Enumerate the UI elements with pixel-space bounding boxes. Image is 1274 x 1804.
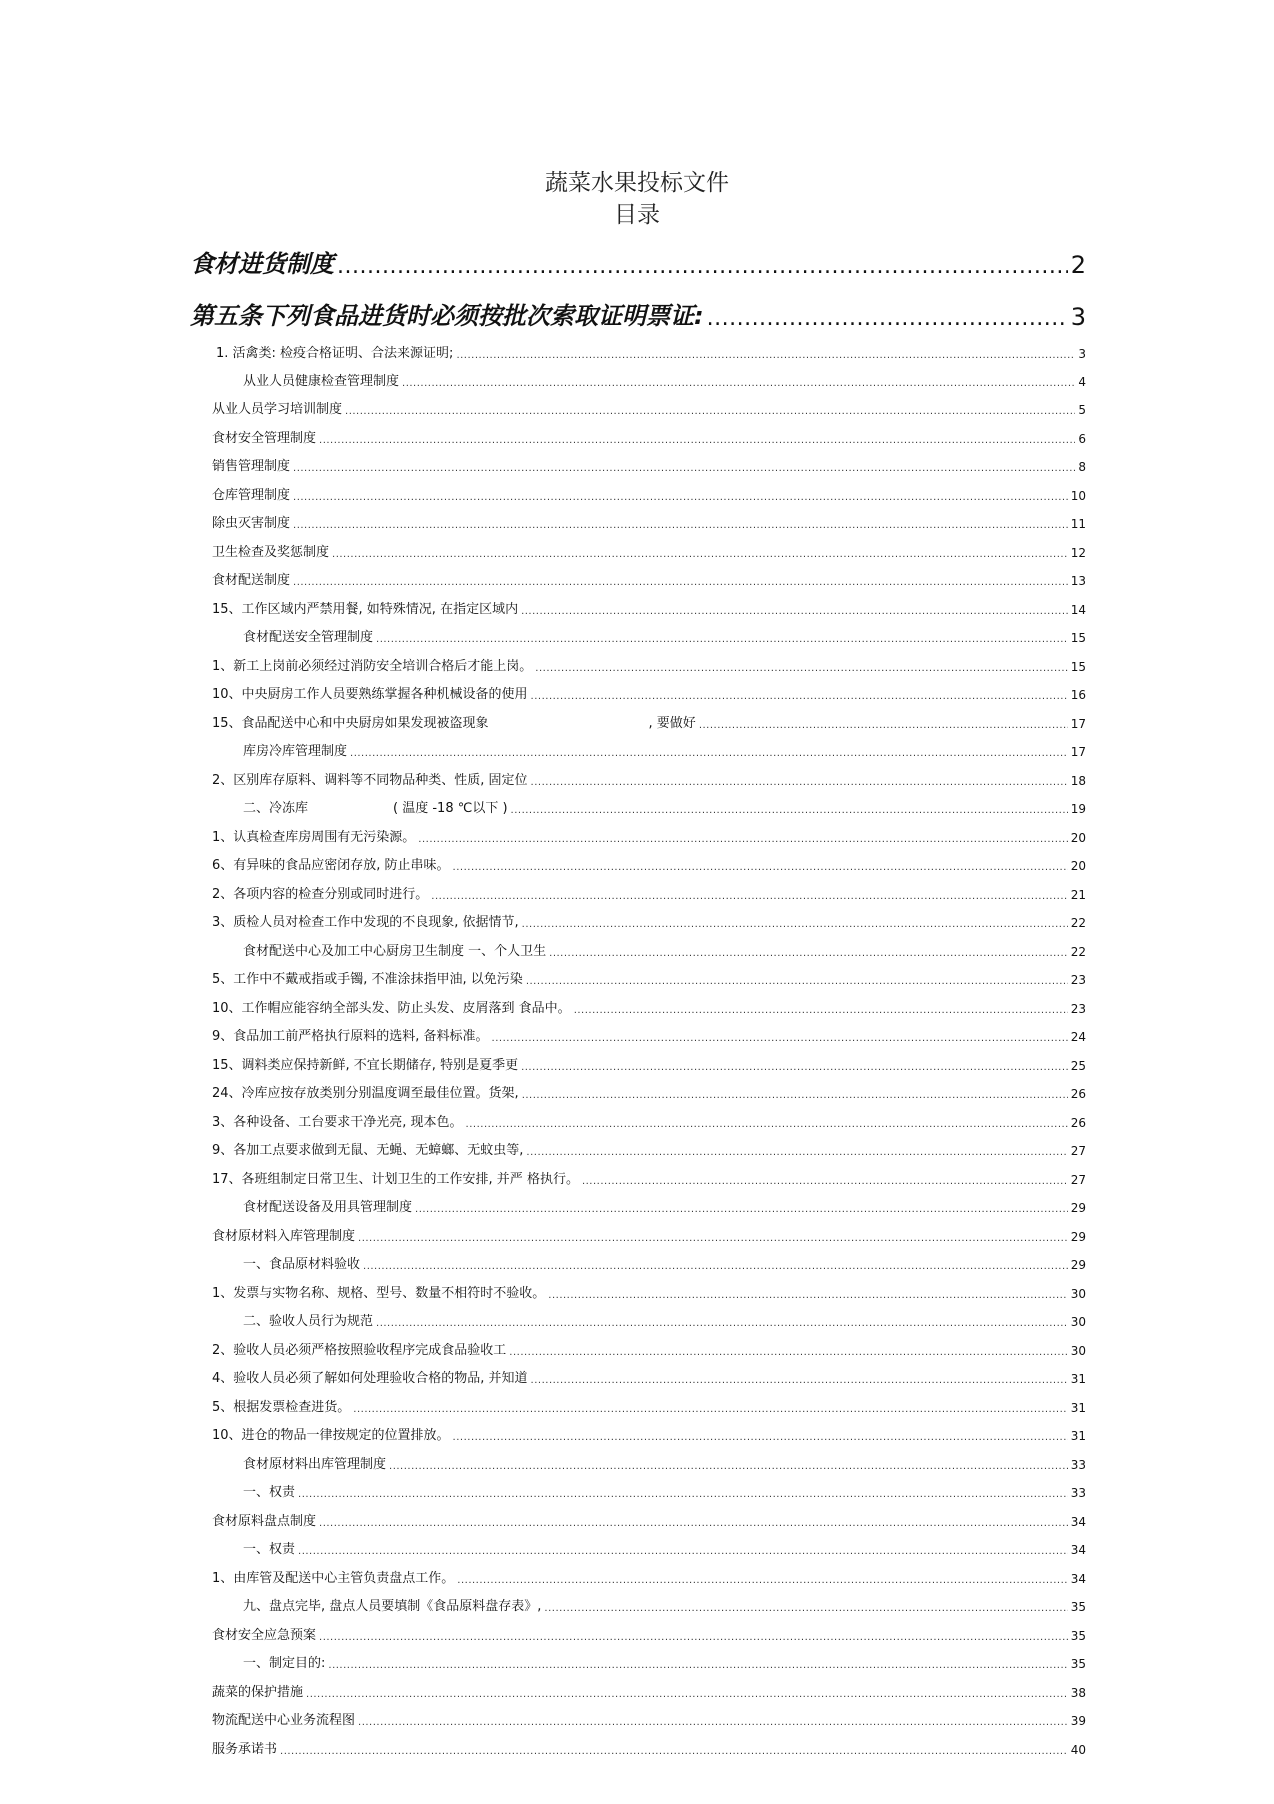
- toc-entry[interactable]: [212, 1738, 1086, 1757]
- toc-entry[interactable]: [212, 1025, 1086, 1044]
- toc-entry[interactable]: [212, 1225, 1086, 1244]
- dot-leader: [526, 976, 1068, 987]
- toc-entry[interactable]: [212, 854, 1086, 873]
- toc-entry[interactable]: [212, 1139, 1086, 1158]
- toc-entry-page-number: 29: [1070, 1258, 1086, 1272]
- toc-heading: 目录: [614, 202, 660, 228]
- dot-leader: [521, 606, 1068, 617]
- toc-entry-page-number: 30: [1070, 1344, 1086, 1358]
- toc-entry-page-number: 20: [1070, 831, 1086, 845]
- toc-entry-label: 3、质检人员对检查工作中发现的不良现象, 依据情节,: [212, 915, 519, 930]
- toc-entry-label: 1、认真检查库房周围有无污染源。: [212, 830, 416, 845]
- dot-leader: [453, 1432, 1068, 1443]
- toc-entry[interactable]: [212, 1624, 1086, 1643]
- toc-entry-label-tail: ( 温度 -18 ℃以下 ): [393, 801, 508, 816]
- toc-entry[interactable]: [212, 512, 1086, 531]
- toc-entry-page-number: 23: [1070, 1002, 1086, 1016]
- toc-entry-page-number: 27: [1070, 1144, 1086, 1158]
- toc-entry-page-number: 33: [1070, 1458, 1086, 1472]
- toc-entry[interactable]: [212, 883, 1086, 902]
- dot-leader: [350, 748, 1068, 759]
- toc-entry-page-number: 30: [1070, 1315, 1086, 1329]
- dot-leader: [298, 1546, 1068, 1557]
- toc-entry[interactable]: [212, 484, 1086, 503]
- toc-entry-label: 食材配送安全管理制度: [243, 630, 374, 645]
- toc-entry-page-number: 31: [1070, 1372, 1086, 1386]
- toc-entry-label: 1、新工上岗前必须经过消防安全培训合格后才能上岗。: [212, 659, 533, 674]
- toc-entry-page-number: 11: [1070, 517, 1086, 531]
- toc-entry-label: 仓库管理制度: [212, 488, 291, 503]
- toc-entry-label: 4、验收人员必须了解如何处理验收合格的物品, 并知道: [212, 1371, 528, 1386]
- dot-leader: [544, 1603, 1067, 1614]
- toc-entry-page-number: 29: [1070, 1230, 1086, 1244]
- toc-entry[interactable]: [190, 247, 1086, 279]
- toc-entry-page-number: 26: [1070, 1116, 1086, 1130]
- toc-entry[interactable]: [212, 1054, 1086, 1073]
- toc-entry-page-number: 30: [1070, 1287, 1086, 1301]
- toc-entry[interactable]: [212, 1510, 1086, 1529]
- dot-leader: [531, 777, 1068, 788]
- toc-entry-label: 2、区别库存原料、调料等不同物品种类、性质, 固定位: [212, 773, 528, 788]
- dot-leader: [509, 1347, 1067, 1358]
- toc-entry-label: 一、制定目的:: [243, 1656, 326, 1671]
- toc-entry[interactable]: [212, 911, 1086, 930]
- dot-leader: [358, 1233, 1068, 1244]
- toc-entry-page-number: 15: [1070, 631, 1086, 645]
- toc-entry[interactable]: [212, 541, 1086, 560]
- toc-entry[interactable]: [243, 1595, 1086, 1614]
- toc-entry-label: 15、调料类应保持新鲜, 不宜长期储存, 特别是夏季更: [212, 1058, 519, 1073]
- dot-leader: [293, 577, 1068, 588]
- toc-entry[interactable]: [212, 427, 1086, 446]
- toc-entry-page-number: 19: [1070, 802, 1086, 816]
- toc-entry-page-number: 31: [1070, 1429, 1086, 1443]
- toc-entry-page-number: 39: [1070, 1714, 1086, 1728]
- toc-entry[interactable]: [243, 740, 1086, 759]
- toc-entry[interactable]: [243, 370, 1086, 389]
- dot-leader: [376, 1318, 1068, 1329]
- toc-entry[interactable]: [243, 1481, 1086, 1500]
- toc-entry-page-number: 31: [1070, 1401, 1086, 1415]
- toc-entry-page-number: 21: [1070, 888, 1086, 902]
- toc-entry-page-number: 16: [1070, 688, 1086, 702]
- toc-entry[interactable]: [212, 1709, 1086, 1728]
- toc-entry-label: 10、工作帽应能容纳全部头发、防止头发、皮屑落到 食品中。: [212, 1001, 571, 1016]
- toc-entry-page-number: 17: [1070, 745, 1086, 759]
- dot-leader: [466, 1119, 1068, 1130]
- toc-entry[interactable]: [243, 940, 1086, 959]
- toc-entry-label: 一、食品原材料验收: [243, 1257, 361, 1272]
- dot-leader: [453, 862, 1068, 873]
- dot-leader: [319, 435, 1075, 446]
- toc-entry[interactable]: [212, 712, 1086, 731]
- toc-entry[interactable]: [216, 342, 1086, 361]
- dot-leader: [306, 1689, 1068, 1700]
- dot-leader: [526, 1147, 1067, 1158]
- toc-entry-label: 从业人员学习培训制度: [212, 402, 343, 417]
- toc-entry[interactable]: [243, 1652, 1086, 1671]
- toc-entry-page-number: 35: [1070, 1600, 1086, 1614]
- dot-leader: [574, 1005, 1068, 1016]
- toc-entry-page-number: 25: [1070, 1059, 1086, 1073]
- document-title: 蔬菜水果投标文件: [545, 170, 729, 196]
- toc-entry-label: 食材原料盘点制度: [212, 1514, 317, 1529]
- toc-entry-page-number: 38: [1070, 1686, 1086, 1700]
- toc-entry-label: 5、工作中不戴戒指或手镯, 不准涂抹指甲油, 以免污染: [212, 972, 523, 987]
- dot-leader: [531, 1375, 1068, 1386]
- toc-entry[interactable]: [212, 1082, 1086, 1101]
- toc-entry-label: 1. 活禽类: 检疫合格证明、合法来源证明;: [216, 346, 454, 361]
- toc-entry-label: 食材安全管理制度: [212, 431, 317, 446]
- dot-leader: [549, 948, 1068, 959]
- dot-leader: [521, 1062, 1068, 1073]
- dot-leader: [298, 1489, 1068, 1500]
- toc-entry-page-number: 13: [1070, 574, 1086, 588]
- dot-leader: [402, 378, 1075, 389]
- toc-entry-page-number: 27: [1070, 1173, 1086, 1187]
- toc-entry[interactable]: [212, 398, 1086, 417]
- dot-leader: [376, 634, 1068, 645]
- toc-entry[interactable]: [212, 1111, 1086, 1130]
- toc-entry-label: 17、各班组制定日常卫生、计划卫生的工作安排, 并严 格执行。: [212, 1172, 579, 1187]
- dot-leader: [293, 520, 1068, 531]
- toc-entry[interactable]: [212, 1396, 1086, 1415]
- toc-entry-page-number: 24: [1070, 1030, 1086, 1044]
- toc-entry-label: 二、冷冻库 ( 温度 -18 ℃以下 ): [243, 797, 508, 816]
- toc-entry-label: 6、有异味的食品应密闭存放, 防止串味。: [212, 858, 450, 873]
- dot-leader: [522, 919, 1068, 930]
- dot-leader: [319, 1632, 1068, 1643]
- toc-entry-label: 食材安全应急预案: [212, 1628, 317, 1643]
- toc-entry-page-number: 15: [1070, 660, 1086, 674]
- toc-entry-label: 1、发票与实物名称、规格、型号、数量不相符时不验收。: [212, 1286, 546, 1301]
- toc-entry-label: 库房冷库管理制度: [243, 744, 348, 759]
- toc-entry-label: 除虫灭害制度: [212, 516, 291, 531]
- toc-entry-label: 一、权责: [243, 1542, 296, 1557]
- toc-entry-page-number: 34: [1070, 1515, 1086, 1529]
- toc-entry-page-number: 8: [1078, 460, 1086, 474]
- toc-entry-page-number: 2: [1070, 251, 1086, 279]
- toc-entry-label: 食材配送设备及用具管理制度: [243, 1200, 413, 1215]
- dot-leader: [492, 1033, 1068, 1044]
- toc-entry-label: 卫生检查及奖惩制度: [212, 545, 330, 560]
- dot-leader: [699, 720, 1068, 731]
- dot-leader: [345, 406, 1075, 417]
- toc-entry[interactable]: [243, 797, 1086, 816]
- toc-entry[interactable]: [243, 1453, 1086, 1472]
- toc-entry[interactable]: [212, 968, 1086, 987]
- toc-entry-page-number: 22: [1070, 945, 1086, 959]
- dot-leader: [337, 254, 1068, 279]
- toc-entry[interactable]: [212, 769, 1086, 788]
- toc-entry-label: 食材配送中心及加工中心厨房卫生制度 一、个人卫生: [243, 944, 547, 959]
- dot-leader: [707, 306, 1068, 331]
- toc-entry-label: 2、各项内容的检查分别或同时进行。: [212, 887, 429, 902]
- toc-entry-page-number: 40: [1070, 1743, 1086, 1757]
- toc-entry[interactable]: [212, 683, 1086, 702]
- toc-entry-page-number: 22: [1070, 916, 1086, 930]
- toc-entry[interactable]: [212, 1424, 1086, 1443]
- toc-entry[interactable]: [212, 598, 1086, 617]
- dot-leader: [418, 834, 1067, 845]
- toc-entry-label: 食材原材料入库管理制度: [212, 1229, 356, 1244]
- toc-entry[interactable]: [243, 1310, 1086, 1329]
- toc-entry-page-number: 29: [1070, 1201, 1086, 1215]
- toc-entry[interactable]: [243, 1196, 1086, 1215]
- dot-leader: [522, 1090, 1068, 1101]
- toc-entry-label: 服务承诺书: [212, 1742, 278, 1757]
- toc-entry-label: 15、食品配送中心和中央厨房如果发现被盗现象 , 要做好: [212, 712, 696, 731]
- dot-leader: [582, 1176, 1068, 1187]
- toc-entry[interactable]: [212, 1168, 1086, 1187]
- toc-entry-label: 一、权责: [243, 1485, 296, 1500]
- toc-entry-page-number: 10: [1070, 489, 1086, 503]
- toc-entry-label-tail: , 要做好: [648, 716, 696, 731]
- toc-entry-label: 第五条下列食品进货时必须按批次索取证明票证:: [190, 302, 704, 330]
- toc-entry[interactable]: [212, 1282, 1086, 1301]
- toc-entry-page-number: 18: [1070, 774, 1086, 788]
- toc-entry-label: 10、进仓的物品一律按规定的位置排放。: [212, 1428, 450, 1443]
- toc-entry-label: 二、验收人员行为规范: [243, 1314, 374, 1329]
- dot-leader: [328, 1660, 1067, 1671]
- dot-leader: [353, 1404, 1067, 1415]
- toc-entry-page-number: 17: [1070, 717, 1086, 731]
- toc-entry-label: 1、由库管及配送中心主管负责盘点工作。: [212, 1571, 455, 1586]
- toc-entry-page-number: 20: [1070, 859, 1086, 873]
- toc-entry[interactable]: [243, 1253, 1086, 1272]
- toc-entry-page-number: 34: [1070, 1543, 1086, 1557]
- dot-leader: [293, 492, 1068, 503]
- toc-entry[interactable]: [212, 997, 1086, 1016]
- dot-leader: [548, 1290, 1067, 1301]
- toc-entry-page-number: 26: [1070, 1087, 1086, 1101]
- dot-leader: [456, 350, 1075, 361]
- dot-leader: [511, 805, 1068, 816]
- toc-entry[interactable]: [212, 655, 1086, 674]
- dot-leader: [358, 1717, 1068, 1728]
- toc-entry-page-number: 4: [1078, 375, 1086, 389]
- dot-leader: [363, 1261, 1068, 1272]
- toc-entry[interactable]: [212, 1339, 1086, 1358]
- toc-entry-label: 食材原材料出库管理制度: [243, 1457, 387, 1472]
- dot-leader: [457, 1575, 1067, 1586]
- dot-leader: [415, 1204, 1068, 1215]
- toc-entry-label: 9、各加工点要求做到无鼠、无蝇、无蟑螂、无蚊虫等,: [212, 1143, 524, 1158]
- toc-entry[interactable]: [243, 626, 1086, 645]
- toc-entry-label: 蔬菜的保护措施: [212, 1685, 304, 1700]
- toc-entry-label: 3、各种设备、工台要求干净光亮, 现本色。: [212, 1115, 463, 1130]
- toc-entry[interactable]: [212, 455, 1086, 474]
- toc-entry-page-number: 14: [1070, 603, 1086, 617]
- toc-entry-label: 物流配送中心业务流程图: [212, 1713, 356, 1728]
- toc-entry-page-number: 33: [1070, 1486, 1086, 1500]
- toc-entry-label: 食材配送制度: [212, 573, 291, 588]
- dot-leader: [280, 1746, 1068, 1757]
- toc-entry-label: 从业人员健康检查管理制度: [243, 374, 400, 389]
- toc-entry[interactable]: [243, 1538, 1086, 1557]
- dot-leader: [319, 1518, 1068, 1529]
- toc-entry-label: 2、验收人员必须严格按照验收程序完成食品验收工: [212, 1343, 507, 1358]
- toc-entry[interactable]: [190, 299, 1086, 331]
- toc-entry-page-number: 5: [1078, 403, 1086, 417]
- toc-entry-page-number: 34: [1070, 1572, 1086, 1586]
- toc-entry-label: 食材进货制度: [190, 250, 334, 278]
- toc-entry-page-number: 12: [1070, 546, 1086, 560]
- toc-entry-page-number: 3: [1070, 303, 1086, 331]
- dot-leader: [293, 463, 1075, 474]
- toc-entry[interactable]: [212, 1567, 1086, 1586]
- toc-entry[interactable]: [212, 826, 1086, 845]
- dot-leader: [431, 891, 1067, 902]
- toc-entry-page-number: 23: [1070, 973, 1086, 987]
- dot-leader: [332, 549, 1068, 560]
- toc-entry[interactable]: [212, 1681, 1086, 1700]
- dot-leader: [389, 1461, 1068, 1472]
- dot-leader: [535, 663, 1067, 674]
- toc-entry-label: 5、根据发票检查进货。: [212, 1400, 351, 1415]
- toc-entry[interactable]: [212, 569, 1086, 588]
- dot-leader: [531, 691, 1068, 702]
- toc-entry-page-number: 35: [1070, 1657, 1086, 1671]
- toc-entry-label: 销售管理制度: [212, 459, 291, 474]
- toc-entry-page-number: 3: [1078, 347, 1086, 361]
- toc-entry-label: 9、食品加工前严格执行原料的选料, 备料标准。: [212, 1029, 489, 1044]
- toc-entry-label: 15、工作区域内严禁用餐, 如特殊情况, 在指定区域内: [212, 602, 519, 617]
- toc-entry-page-number: 35: [1070, 1629, 1086, 1643]
- toc-entry-label: 10、中央厨房工作人员要熟练掌握各种机械设备的使用: [212, 687, 528, 702]
- toc-entry-label: 九、盘点完毕, 盘点人员要填制《食品原料盘存表》,: [243, 1599, 542, 1614]
- toc-entry-label: 24、冷库应按存放类别分别温度调至最佳位置。货架,: [212, 1086, 519, 1101]
- toc-entry[interactable]: [212, 1367, 1086, 1386]
- toc-entry-page-number: 6: [1078, 432, 1086, 446]
